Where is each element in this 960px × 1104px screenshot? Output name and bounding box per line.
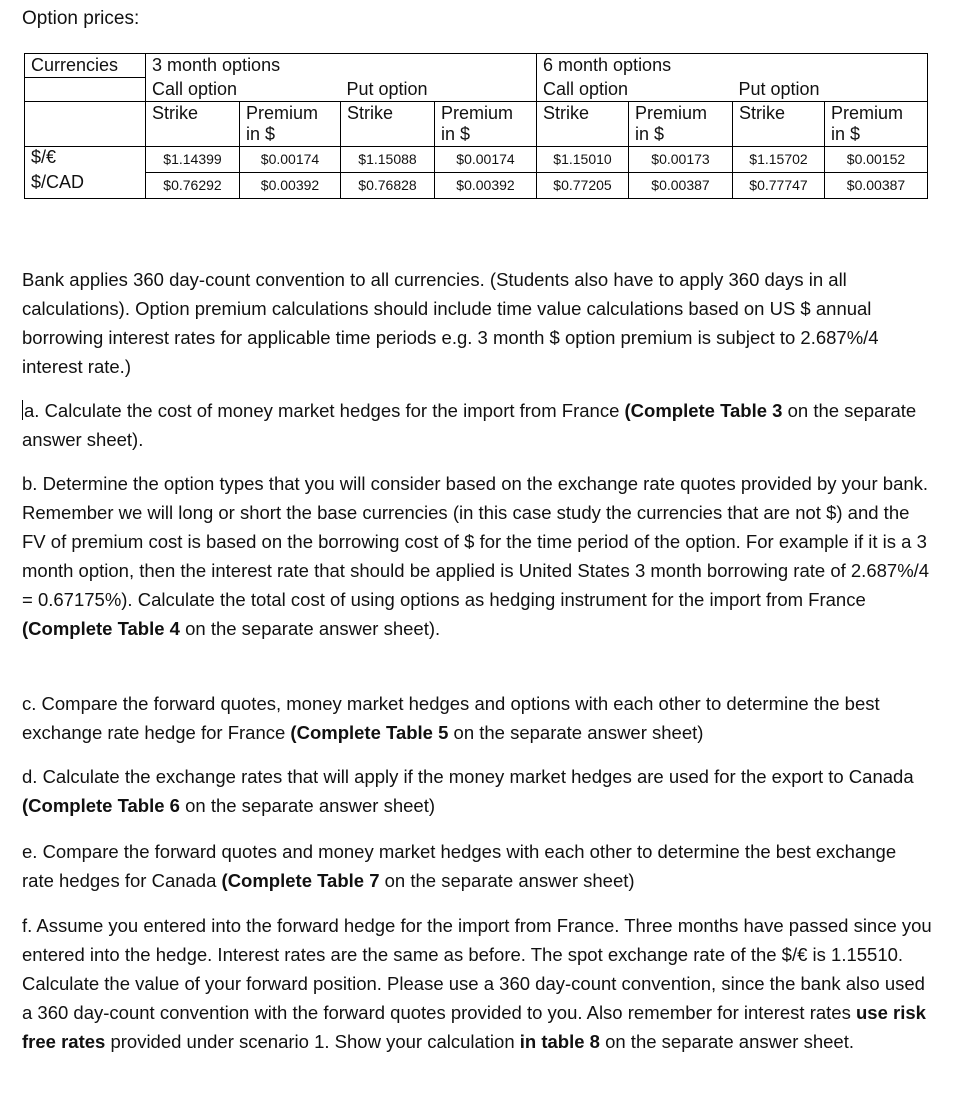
- call-6m-premium: $0.00387: [629, 172, 733, 198]
- table-header-row-3: [25, 101, 928, 146]
- call-6m-strike: $0.77205: [537, 172, 629, 198]
- put-3m-premium: $0.00392: [435, 172, 537, 198]
- put-option-3m: Put option: [346, 78, 428, 99]
- strike-header: Strike: [146, 101, 240, 146]
- put-option-6m: Put option: [733, 78, 928, 102]
- put-6m-premium: $0.00387: [825, 172, 928, 198]
- table-row: [25, 146, 928, 172]
- section-heading: Option prices:: [22, 8, 140, 29]
- put-3m-premium: $0.00174: [435, 146, 537, 172]
- currency-cell: $/CAD: [25, 172, 146, 198]
- premium-header: Premium in $: [825, 101, 928, 146]
- call-3m-premium: $0.00392: [240, 172, 341, 198]
- currency-cell: $/€: [25, 146, 146, 172]
- table-header-row-2: [25, 78, 928, 102]
- question-c: c. Compare the forward quotes, money market hedges and options with each other to determine the best exchange rate hedge for France (Complete Table 5 on the separate answer sheet): [22, 693, 880, 743]
- put-3m-strike: $1.15088: [341, 146, 435, 172]
- call-option-3m: Call option: [152, 78, 238, 99]
- currencies-header: Currencies: [25, 54, 146, 78]
- option-prices-table: [24, 53, 928, 199]
- call-3m-premium: $0.00174: [240, 146, 341, 172]
- call-6m-strike: $1.15010: [537, 146, 629, 172]
- call-6m-premium: $0.00173: [629, 146, 733, 172]
- strike-header: Strike: [341, 101, 435, 146]
- intro-paragraph: Bank applies 360 day-count convention to all currencies. (Students also have to apply 360 days in all calculations). Option premium calculations should include time value calculations based on US $ annual borrowing interest rates for applicable time periods e.g. 3 month $ option premium is subject to 2.687%/4 interest rate.): [22, 269, 879, 377]
- strike-header: Strike: [733, 101, 825, 146]
- call-3m-strike: $1.14399: [146, 146, 240, 172]
- premium-header: Premium in $: [629, 101, 733, 146]
- put-6m-strike: $1.15702: [733, 146, 825, 172]
- table-header-row-1: [25, 54, 928, 78]
- call-3m-strike: $0.76292: [146, 172, 240, 198]
- group-3-month: 3 month options: [146, 54, 537, 78]
- put-6m-premium: $0.00152: [825, 146, 928, 172]
- question-d: d. Calculate the exchange rates that will apply if the money market hedges are used for the export to Canada (Complete Table 6 on the separate answer sheet): [22, 766, 914, 816]
- put-6m-strike: $0.77747: [733, 172, 825, 198]
- premium-header: Premium in $: [435, 101, 537, 146]
- group-6-month: 6 month options: [537, 54, 928, 78]
- question-e: e. Compare the forward quotes and money market hedges with each other to determine the best exchange rate hedges for Canada (Complete Table 7 on the separate answer sheet): [22, 841, 897, 891]
- question-a: a. Calculate the cost of money market hedges for the import from France (Complete Table 3 on the separate answer sheet).: [22, 400, 917, 450]
- table-row: [25, 172, 928, 198]
- strike-header: Strike: [537, 101, 629, 146]
- premium-header: Premium in $: [240, 101, 341, 146]
- call-option-6m: Call option: [537, 78, 733, 102]
- question-b: b. Determine the option types that you will consider based on the exchange rate quotes provided by your bank. Remember we will long or short the base currencies (in this case study the currencies that are not $) and the FV of premium cost is based on the borrowing cost of $ for the time period of the option. For example if it is a 3 month option, then the interest rate that should be applied is United States 3 month borrowing rate of 2.687%/4 = 0.67175%). Calculate the total cost of using options as hedging instrument for the import from France (Complete Table 4 on the separate answer sheet).: [22, 473, 930, 639]
- put-3m-strike: $0.76828: [341, 172, 435, 198]
- text-cursor: [22, 400, 23, 420]
- question-f: f. Assume you entered into the forward hedge for the import from France. Three months have passed since you entered into the hedge. Interest rates are the same as before. The spot exchange rate of the $/€ is 1.15510. Calculate the value of your forward position. Please use a 360 day-count convention, since the bank also used a 360 day-count convention with the forward quotes provided to you. Also remember for interest rates use risk free rates provided under scenario 1. Show your calculation in table 8 on the separate answer sheet.: [22, 915, 932, 1052]
